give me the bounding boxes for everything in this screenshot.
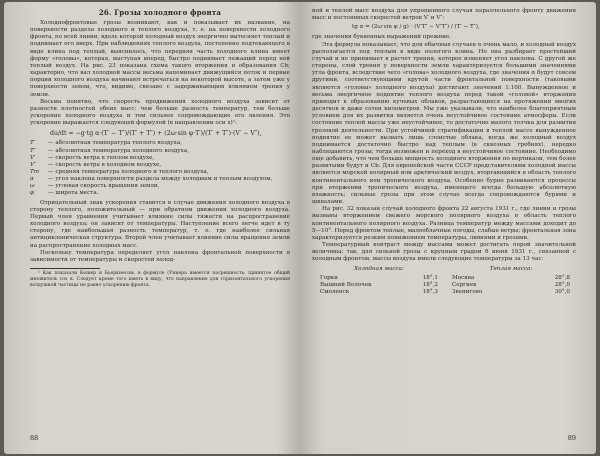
right-page: [300, 2, 596, 454]
right-paragraph-2: Эта формула показывает, что для обычных случаев α очень мало, и холодный воздух располагается под теплым в виде пологого клина. Но она разбирает простейший случай и не принимает в расчет трения, которое изменяет угол наклона. С другой же стороны, слой трения у поверхности земли характеризуется большими значениями угла фронта, вследствие чего «голова» холодного воздуха, где значения α будут совсем другими, соответствующими крутой части фронтальной поверхности (таковыми являются «головы» холодного воздуха) достигают значений 1:100. Вынужденное и весьма энергичное поднятие теплого воздуха перед такой «головой» вторжения приводит к образованию кучевых облаков, разрастающихся на протяжении многих десятков и даже сотен километров. Мы уже указывали, что наиболее благоприятным условием для их развития является очень неустойчивое состояние атмосферы. Если состояние теплой массы уже неустойчивое, то достаточно малого толчка для развития грозовой деятельности. При устойчивой стратификации в теплой массе вынужденное поднятие ее может вызвать лишь слоистые облака, когда же холодный воздух поднимается достаточно быстро над теплым (в сквозных гребнях), нередко наблюдаются грозы; тогда возможен и переход в неустойчивое состояние. Необходимо еще добавить, что чем больше мощность холодного вторжения по вертикали, тем более развитыми будут и Cb. Для европейской части СССР представителями холодной массы являются морской полярный или арктический воздух, вторгающийся в область теплого континентального или тропического воздуха. Особенно бурно развиваются процессы при вторжении тропического воздуха, имеющего всегда большую абсолютную влажность; сильные грозы при этом случае всегда сопровождаются бурями и шквалами.: [312, 41, 576, 206]
left-text: [30, 20, 290, 289]
definition-row: α — угол наклона поверхности раздела между холодным и теплым воздухом,: [30, 176, 273, 183]
definition-row: T″ — абсолютная температура холодного воздуха,: [30, 147, 189, 154]
table-row: Звенигово 30°,0: [452, 288, 570, 295]
right-paragraph-3: На рис. 32 показан случай холодного фронта 22 августа 1931 г., где линии и грозы вызваны вторжением свежего морского полярного воздуха в область теплого континентального полярного воздуха. Разница температур между массами доходит до 5—10°. Перед фронтом теплые, малооблачные погоды, слабые ветры; фронтальная зона характеризуется резким понижением температуры, ливнями и грозами.: [312, 206, 576, 241]
warm-mass-column: [452, 266, 570, 295]
symbol-definitions: [30, 140, 290, 197]
table-row: Горки 18°,1: [320, 274, 438, 281]
page-number-right: 89: [567, 434, 576, 442]
slope-formula: tg α = (2ω·sin φ / g) · (V′T″ − V″T′) / (T′ − T″),: [352, 24, 480, 31]
cold-mass-column: [320, 266, 438, 295]
definition-row: φ — широта места.: [30, 190, 99, 197]
definition-row: V′ — скорость ветра в теплом воздухе,: [30, 154, 155, 161]
left-paragraph-3: Отрицательный знак ускорения ставится в случае движения холодного воздуха в сторону теплого, положительный — при обратном движении холодного воздуха. Первый член уравнения учитывает влияние силы тяжести на распространение холодного воздуха; он зависит от температуры. Наступление всего легче идет в ту сторону, где наибольшая разность температур, т. е. где наиболее сильная антициклоническая структура. Второй член учитывает влияние силы вращения земли на распространение холодных масс.: [30, 199, 290, 249]
acceleration-formula: du/dt = −g·tg α·(T′ − T″)/(T′ + T″) + (2ω·sin φ·T′)/(T′ + T″)·(V′ − V″),: [50, 130, 262, 138]
definition-row: Tm — средняя температура холодного и теплого воздуха,: [30, 168, 209, 175]
page-number-left: 88: [30, 434, 39, 442]
left-paragraph-1: Холоднофронтовые грозы возникают, как и показывает их название, на поверхности раздела холодного и теплого воздуха, т. е. на поверхности холодного фронта, по всей линии, вдоль которой холодный воздух энергично вытесняет теплый и поднимает его вверх. При наблюдениях теплого воздуха, постепенно подтекающего в виде клина под теплый, выяснилось, что передняя часть холодного клина имеет форму «головы», которая, выступая вперед, быстро поднимает лежащий перед ней теплый воздух. На рис. 23 показана схема такого вторжения и образования Cb; характерно, что вал холодной массы весьма напоминает движущийся поток и первые порции холодного воздуха начинают встречаться на некоторой высоте, а затем уже у поверхности земли, что, видимо, связано с задерживающим влиянием трения у земли.: [30, 20, 290, 98]
right-text: [312, 8, 576, 296]
right-paragraph-1: где значения буквенных выражений прежние.: [312, 34, 452, 41]
section-heading: 26. Грозы холодного фронта: [98, 8, 222, 17]
definition-row: T′ — абсолютная температура теплого воздуха,: [30, 140, 182, 147]
cold-mass-title: Холодная масса:: [354, 266, 404, 273]
left-paragraph-2: Весьма понятно, что скорость продвижения холодного воздуха зависит от разности плотностей обеих масс: чем больше разность температур, тем больше ускорение холодного воздуха и тем сильнее сопровождающие его явления. Это ускорение выражается следующей формулой (в направлении оси x)¹:: [30, 98, 290, 127]
warm-mass-title: Теплая масса:: [489, 266, 533, 273]
definition-row: V″ — скорость ветра в холодном воздухе,: [30, 161, 162, 168]
book-spread: [4, 2, 596, 454]
definition-row: ω — угловая скорость вращения земли,: [30, 183, 160, 190]
left-paragraph-4: Поскольку температура определяет угол наклона фронтальной поверхности в зависимости от температуры и скоростей холод-: [30, 249, 290, 263]
right-paragraph-top: ной и теплой масс воздуха для упрощенного случая параллельного фронту движения масс и постоянных скоростей ветров V′ и V″:: [312, 8, 576, 22]
temperature-table: [320, 266, 576, 295]
table-row: Смоленск 18°,3: [320, 288, 438, 295]
table-row: Сергиев 28°,0: [452, 281, 570, 288]
footnote-divider: [30, 268, 100, 269]
left-page: [4, 2, 300, 454]
table-row: Вышний Волочек 18°,2: [320, 281, 438, 288]
footnote: ¹ Как показали Кошер и Бьеркнесом, в формуле (Униера имеется погрешность: принятое общий множитель cos α. Следует кроме того иметь в виду, что направление для горизонтального ускорения воздушной частицы не равно ускорению фронта.: [30, 271, 290, 288]
table-row: Москва 28°,8: [452, 274, 570, 281]
right-paragraph-4: Температурный контраст между массами может достигать порой значительной величины; так, для сильной грозы с крупным градом 6 июня 1931 г., связанной с холодным фронтом, массы воздуха имели следующие температуры за 13 час:: [312, 242, 576, 263]
